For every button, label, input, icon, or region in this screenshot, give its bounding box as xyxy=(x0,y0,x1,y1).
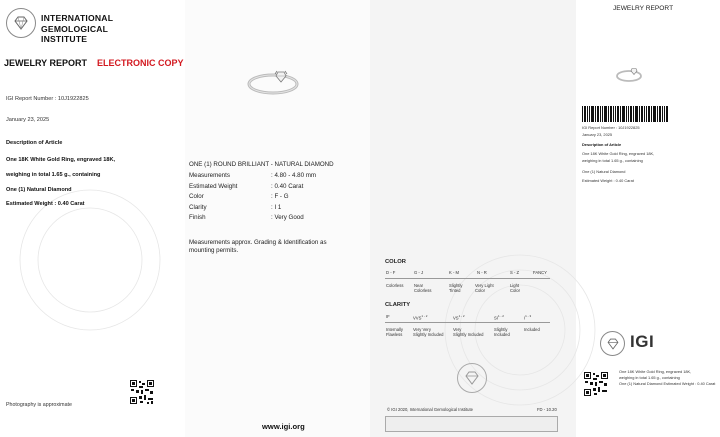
field-label: Color xyxy=(189,193,204,200)
right-report-type: JEWELRY REPORT xyxy=(613,5,674,12)
qr-code[interactable] xyxy=(129,379,155,405)
clarity-grade xyxy=(494,314,504,320)
color-grade: FANCY xyxy=(533,270,547,275)
institute-line: GEMOLOGICAL xyxy=(41,23,109,34)
description-line: weighing in total 1.65 g., containing xyxy=(6,172,101,178)
color-desc xyxy=(475,283,494,293)
right-bottom-line: One (1) Natural Diamond Estimated Weight : 0.40 Carat xyxy=(619,381,716,386)
color-grade: S - Z xyxy=(510,270,520,275)
divider xyxy=(385,322,550,323)
color-heading: COLOR xyxy=(385,259,406,265)
field-row xyxy=(189,214,351,225)
diamond-icon xyxy=(10,12,32,34)
right-description-line: weighing in total 1.65 g., containing xyxy=(582,158,643,163)
note-line: mounting permits. xyxy=(189,246,239,254)
field-value: : F - G xyxy=(271,193,289,200)
right-description-line: Estimated Weight : 0.40 Carat xyxy=(582,178,634,183)
field-label: Finish xyxy=(189,214,206,221)
clarity-grade-label: SI xyxy=(494,315,498,321)
right-description-line: One (1) Natural Diamond xyxy=(582,169,626,174)
field-value: : 0.40 Carat xyxy=(271,182,304,190)
diamond-icon xyxy=(604,335,622,353)
field-value: : I 1 xyxy=(271,203,282,211)
field-row xyxy=(189,204,351,215)
clarity-grade-sup: 1 - 2 xyxy=(421,314,428,318)
clarity-desc-line: Internally xyxy=(386,327,403,332)
clarity-desc xyxy=(413,327,444,337)
clarity-desc-line: Included xyxy=(524,327,540,332)
copyright: © IGI 2020, International Gemological Institute xyxy=(387,407,473,412)
color-desc xyxy=(386,283,403,288)
institute-line: INSTITUTE xyxy=(41,34,88,44)
clarity-grade-label: VS xyxy=(453,315,459,321)
color-grade: K - M xyxy=(449,270,460,275)
color-desc-line: Colorless xyxy=(386,283,404,288)
clarity-desc xyxy=(386,327,403,337)
color-grade: D - F xyxy=(386,270,396,275)
form-code: FD - 10.20 xyxy=(537,407,557,412)
field-label: Measurements xyxy=(189,172,230,179)
clarity-grade-label: I xyxy=(524,315,526,321)
photo-note: Photography is approximate xyxy=(6,402,72,408)
description-line: One (1) Natural Diamond xyxy=(6,187,72,193)
clarity-desc-line: Slightly Included xyxy=(453,332,484,337)
color-desc-line: Very Light xyxy=(475,283,494,288)
right-report-number: IGI Report Number : 10J1922825 xyxy=(582,125,640,130)
description-heading: Description of Article xyxy=(6,140,63,146)
electronic-copy-label: ELECTRONIC COPY xyxy=(97,58,184,68)
clarity-desc-line: Flawless xyxy=(386,332,403,337)
ring-photo xyxy=(243,54,303,102)
color-desc-line: Color xyxy=(510,288,521,293)
igi-logo-text: IGI xyxy=(630,332,655,351)
right-report-date: January 23, 2025 xyxy=(582,132,613,137)
field-value: : 4.80 - 4.80 mm xyxy=(271,172,317,179)
description-line: Estimated Weight : 0.40 Carat xyxy=(6,201,85,207)
igi-seal-logo xyxy=(6,8,36,38)
field-label: Estimated Weight xyxy=(189,182,238,190)
color-desc xyxy=(449,283,463,293)
color-grade: G - J xyxy=(414,270,424,275)
report-type: JEWELRY REPORT xyxy=(4,58,88,68)
igi-logo xyxy=(600,331,625,356)
clarity-desc-line: Slightly Included xyxy=(413,332,444,337)
right-bottom-line: weighing in total 1.65 g., containing xyxy=(619,375,680,380)
measurement-note xyxy=(189,239,354,254)
clarity-desc xyxy=(453,327,484,337)
report-number: IGI Report Number : 10J1922825 xyxy=(6,96,89,102)
clarity-desc-line: Slightly xyxy=(494,327,508,332)
color-desc xyxy=(510,283,520,293)
clarity-desc xyxy=(524,327,540,332)
clarity-desc-line: Very Very xyxy=(413,327,431,332)
report-date: January 23, 2025 xyxy=(6,117,50,123)
color-desc-line: Light xyxy=(510,283,520,288)
clarity-grade-sup: 1 - 3 xyxy=(525,314,532,318)
website-link[interactable]: www.igi.org xyxy=(262,422,305,431)
diamond-icon xyxy=(461,367,483,389)
description-line: One 18K White Gold Ring, engraved 18K, xyxy=(6,157,116,163)
clarity-grade xyxy=(453,314,465,320)
color-desc-line: Color xyxy=(475,288,486,293)
clarity-grade-label: VVS xyxy=(413,315,422,321)
color-grade: N - R xyxy=(477,270,487,275)
divider xyxy=(385,278,550,279)
color-desc-line: Tinted xyxy=(449,288,461,293)
clarity-desc-line: Very xyxy=(453,327,462,332)
institute-name xyxy=(41,13,113,45)
clarity-heading: CLARITY xyxy=(385,302,411,308)
color-desc-line: Colorless xyxy=(414,288,432,293)
clarity-grade xyxy=(413,314,427,320)
color-desc xyxy=(414,283,431,293)
field-value: : Very Good xyxy=(271,214,304,221)
clarity-grade xyxy=(524,314,531,320)
right-bottom-line: One 18K White Gold Ring, engraved 18K, xyxy=(619,369,692,374)
clarity-desc xyxy=(494,327,510,337)
diamond-title: ONE (1) ROUND BRILLIANT - NATURAL DIAMOND xyxy=(189,161,334,168)
field-row xyxy=(189,172,351,183)
field-row xyxy=(189,193,351,204)
color-desc-line: Slightly xyxy=(449,283,463,288)
clarity-desc-line: Included xyxy=(494,332,510,337)
security-strip xyxy=(385,416,558,432)
field-label: Clarity xyxy=(189,203,207,211)
barcode xyxy=(582,106,668,122)
clarity-grade xyxy=(386,314,390,319)
right-description-line: One 18K White Gold Ring, engraved 18K, xyxy=(582,151,655,156)
clarity-grade-sup: 1 - 2 xyxy=(497,314,504,318)
qr-code[interactable] xyxy=(583,371,609,397)
note-line: Measurements approx. Grading & Identification as xyxy=(189,239,327,246)
diamond-fields xyxy=(189,172,351,225)
clarity-grade-label: IF xyxy=(386,314,390,319)
ring-thumbnail xyxy=(613,58,645,86)
clarity-grade-sup: 1 - 2 xyxy=(458,314,465,318)
field-row xyxy=(189,183,351,194)
igi-watermark-seal xyxy=(457,363,487,393)
right-description-heading: Description of Article xyxy=(582,142,622,147)
institute-line: INTERNATIONAL xyxy=(41,13,114,23)
color-desc-line: Near xyxy=(414,283,424,288)
